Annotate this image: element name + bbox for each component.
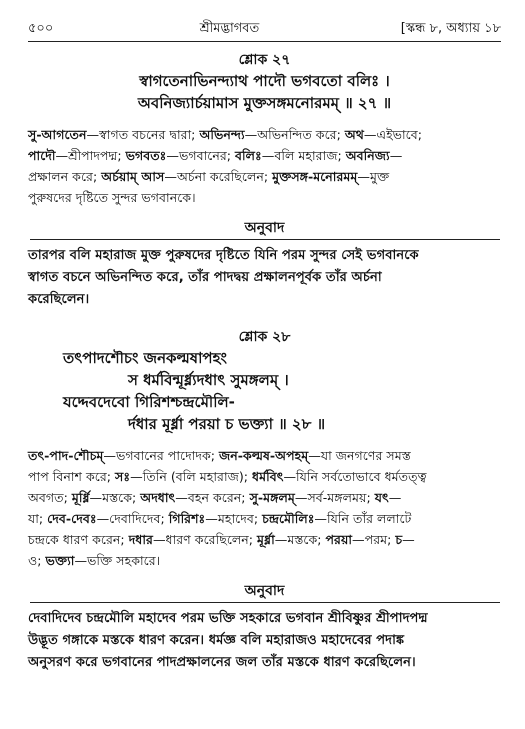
- translation-line: অনুসরণ করে ভগবানের পাদপ্রক্ষালনের জল তাঁর মস্তকে ধারণ করেছিলেন।: [28, 655, 416, 670]
- verse-28: [28, 327, 501, 674]
- verse-28-translation-title: অনুবাদ: [244, 583, 285, 599]
- synonym-headword: মুক্তসঙ্গ-মনোরমম্: [272, 169, 358, 184]
- synonym-line: [28, 508, 501, 529]
- synonym-line: [28, 124, 501, 145]
- synonym-headword: তৎ-পাদ-শৌচম্: [28, 448, 104, 463]
- synonym-headword: যৎ: [374, 490, 389, 505]
- verse-27-line-1: স্বাগতেনাভিনন্দ্যাথ পাদৌ ভগবতো বলিঃ ।: [139, 72, 390, 90]
- verse-27-translation: [28, 245, 501, 311]
- synonym-gloss: —: [402, 532, 415, 547]
- synonym-headword: দেব-দেবঃ: [47, 511, 97, 526]
- synonym-headword: বলিঃ: [235, 148, 262, 163]
- synonym-headword: অথ: [344, 127, 364, 142]
- translation-rule: [30, 602, 500, 603]
- synonym-line: [28, 550, 501, 571]
- synonym-gloss: পাপ বিনাশ করে;: [28, 469, 116, 484]
- synonym-headword: মূর্ধ্না: [257, 532, 275, 547]
- synonym-gloss: চন্দ্রকে ধারণ করেন;: [28, 532, 129, 547]
- chapter-reference: [স্কন্ধ ৮, অধ্যায় ১৮: [400, 21, 501, 36]
- synonym-headword: অবনিজ্য: [345, 148, 390, 163]
- synonym-gloss: যা;: [28, 511, 48, 526]
- synonym-gloss: —বলি মহারাজ;: [261, 148, 346, 163]
- synonym-gloss: —ভগবানের;: [166, 148, 236, 163]
- synonym-headword: মূর্ধ্নি: [71, 490, 90, 505]
- page-number: ৫০০: [28, 21, 54, 36]
- verse-28-line-1: তৎপাদশৌচং জনকল্মষাপহং: [63, 349, 227, 367]
- synonym-gloss: —ভগবানের পাদোদক;: [103, 448, 220, 463]
- synonym-gloss: —মস্তকে;: [274, 532, 326, 547]
- synonym-headword: সঃ: [115, 469, 131, 484]
- verse-28-title: শ্লোক ২৮: [238, 329, 291, 345]
- verse-27-translation-title: অনুবাদ: [244, 220, 285, 236]
- synonym-line: [28, 187, 501, 208]
- running-head: [28, 18, 501, 40]
- synonym-gloss: ও;: [28, 553, 46, 568]
- synonym-gloss: —স্বাগত বচনের দ্বারা;: [86, 127, 200, 142]
- synonym-headword: গিরিশঃ: [168, 511, 206, 526]
- synonym-gloss: —সর্ব-মঙ্গলময়;: [294, 490, 375, 505]
- synonym-gloss: —বহন করেন;: [175, 490, 250, 505]
- verse-28-line-3: যদ্দেবদেবো গিরিশশ্চন্দ্রমৌলি-: [63, 393, 235, 411]
- translation-line: স্বাগত বচনে অভিনন্দিত করে, তাঁর পাদদ্বয় প্রক্ষালনপূর্বক তাঁর অর্চনা: [28, 270, 382, 285]
- synonym-headword: অভিনন্দ্য: [199, 127, 245, 142]
- synonym-gloss: —এইভাবে;: [363, 127, 422, 142]
- synonym-line: [28, 466, 501, 487]
- synonym-headword: অদধাৎ: [140, 490, 176, 505]
- synonym-gloss: —মস্তকে;: [89, 490, 141, 505]
- translation-rule: [30, 239, 500, 240]
- synonym-gloss: —: [389, 148, 403, 163]
- section-gap: [28, 311, 501, 327]
- translation-line: তারপর বলি মহারাজ মুক্ত পুরুষদের দৃষ্টিতে যিনি পরম সুন্দর সেই ভগবানকে: [28, 248, 419, 263]
- verse-27-title: শ্লোক ২৭: [238, 52, 291, 68]
- synonym-line: [28, 487, 501, 508]
- verse-28-synonyms: [28, 445, 501, 571]
- synonym-line: [28, 445, 501, 466]
- synonym-line: [28, 529, 501, 550]
- synonym-gloss: অবগত;: [28, 490, 72, 505]
- synonym-gloss: —অর্চনা করেছিলেন;: [164, 169, 273, 184]
- synonym-headword: ভক্ত্যা: [45, 553, 75, 568]
- synonym-headword: চন্দ্রমৌলিঃ: [262, 511, 315, 526]
- synonym-headword: পরয়া: [325, 532, 353, 547]
- book-title: শ্রীমদ্ভাগবত: [199, 21, 260, 36]
- synonym-headword: পাদৌ: [28, 148, 56, 163]
- translation-line: দেবাদিদেব চন্দ্রমৌলি মহাদেব পরম ভক্তি সহকারে ভগবান শ্রীবিষ্ণুর শ্রীপাদপদ্ম: [28, 611, 428, 626]
- synonym-headword: অর্চয়াম্ আস: [101, 169, 165, 184]
- verse-27-synonyms: [28, 124, 501, 208]
- synonym-gloss: —: [388, 490, 402, 505]
- synonym-headword: ভগবতঃ: [125, 148, 167, 163]
- verse-28-line-2: স ধর্মবিন্মূর্ধ্ন্যদধাৎ সুমঙ্গলম্ ।: [128, 371, 289, 389]
- synonym-gloss: পুরুষদের দৃষ্টিতে সুন্দর ভগবানকে।: [28, 190, 196, 205]
- synonym-gloss: —যা জনগণের সমস্ত: [308, 448, 411, 463]
- synonym-gloss: প্রক্ষালন করে;: [28, 169, 102, 184]
- synonym-gloss: —শ্রীপাদপদ্ম;: [55, 148, 126, 163]
- header-rule: [28, 41, 501, 42]
- verse-27: [28, 50, 501, 311]
- synonym-gloss: —মুক্ত: [357, 169, 390, 184]
- verse-28-line-4: র্দধার মূর্ধ্না পরয়া চ ভক্ত্যা ॥ ২৮ ॥: [128, 415, 326, 433]
- synonym-gloss: —পরম;: [352, 532, 396, 547]
- synonym-gloss: —ভক্তি সহকারে।: [74, 553, 161, 568]
- synonym-gloss: —যিনি সর্বতোভাবে ধর্মতত্ত্ব: [283, 469, 427, 484]
- synonym-gloss: —তিনি (বলি মহারাজ);: [130, 469, 253, 484]
- synonym-gloss: —মহাদেব;: [205, 511, 263, 526]
- synonym-headword: চ: [395, 532, 403, 547]
- synonym-headword: দধার: [128, 532, 153, 547]
- synonym-line: [28, 145, 501, 166]
- verse-28-translation: [28, 608, 501, 674]
- synonym-headword: সু-আগতেন: [28, 127, 87, 142]
- synonym-line: [28, 166, 501, 187]
- synonym-headword: জন-কল্মষ-অপহম্: [219, 448, 309, 463]
- verse-27-line-2: অবনিজ্যার্চয়ামাস মুক্তসঙ্গমনোরমম্ ॥ ২৭ ॥: [137, 94, 392, 112]
- synonym-gloss: —যিনি তাঁর ললাটে: [314, 511, 412, 526]
- synonym-gloss: —দেবাদিদেব;: [96, 511, 169, 526]
- synonym-gloss: —অভিনন্দিত করে;: [244, 127, 345, 142]
- synonym-gloss: —ধারণ করেছিলেন;: [152, 532, 258, 547]
- synonym-headword: ধর্মবিৎ: [252, 469, 284, 484]
- synonym-headword: সু-মঙ্গলম্: [249, 490, 295, 505]
- translation-line: করেছিলেন।: [28, 292, 90, 307]
- translation-line: উদ্ভূত গঙ্গাকে মস্তকে ধারণ করেন। ধর্মজ্ঞ বলি মহারাজও মহাদেবের পদাঙ্ক: [28, 633, 405, 648]
